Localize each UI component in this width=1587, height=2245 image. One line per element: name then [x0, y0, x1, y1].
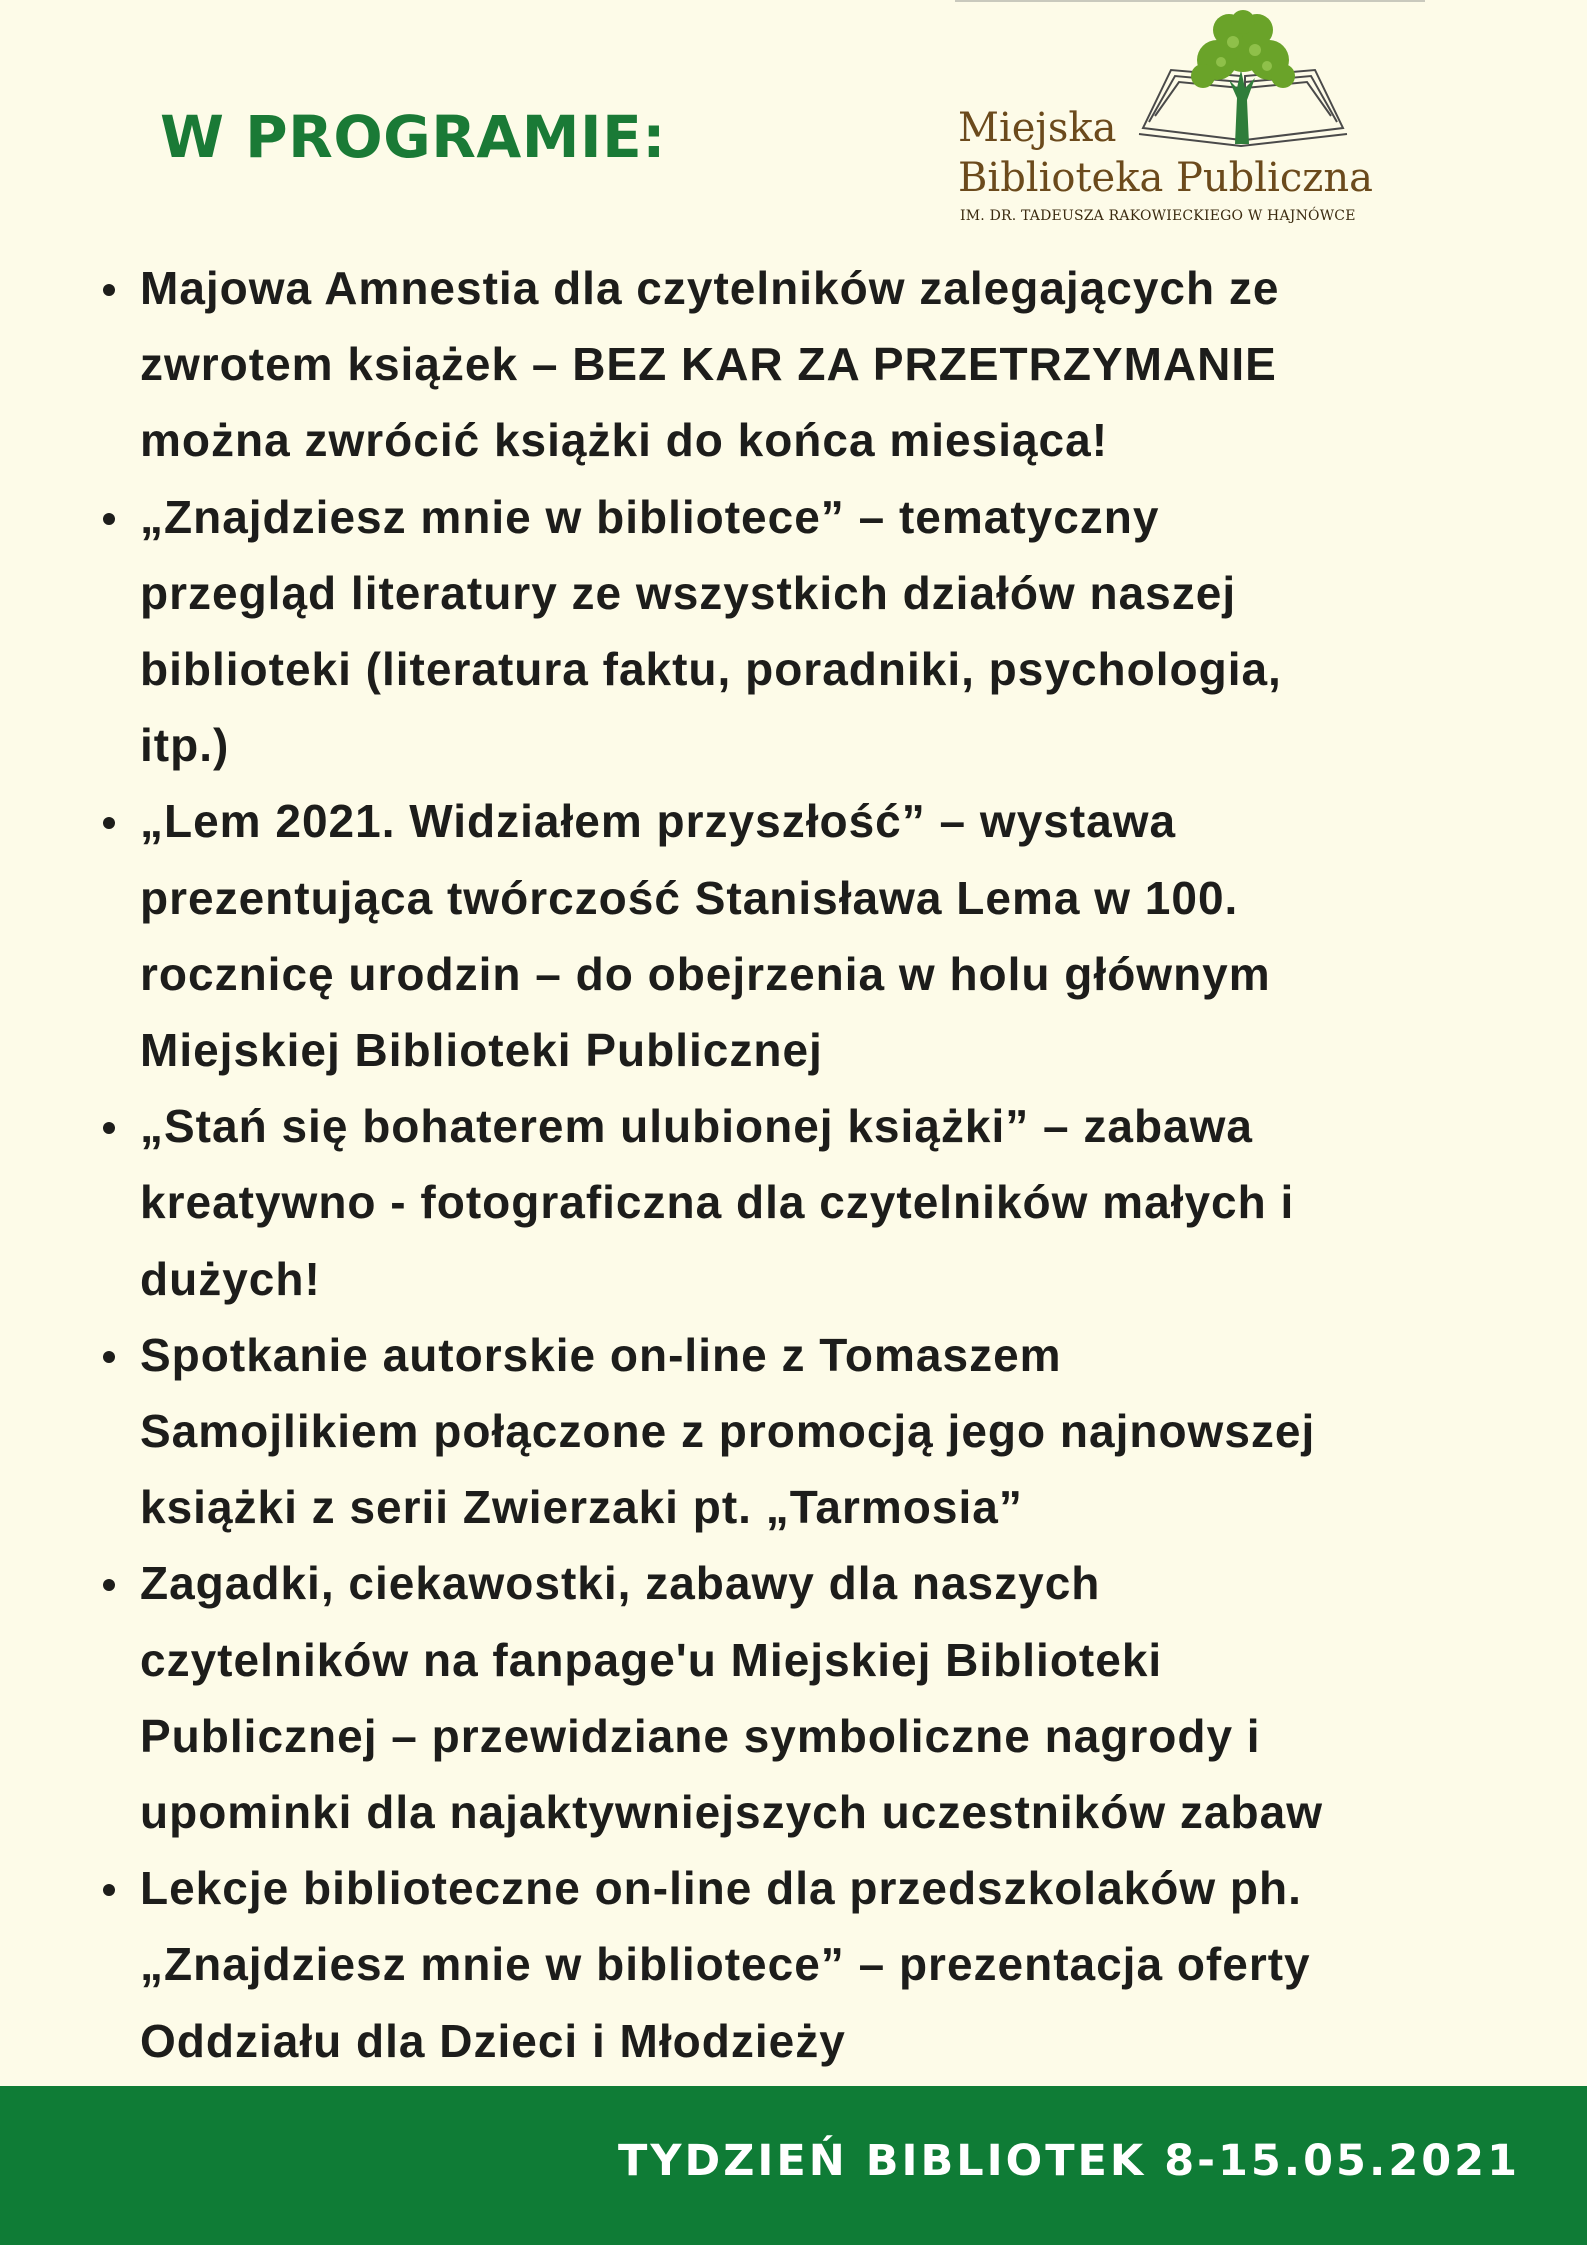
programme-item-fanpage-games: Zagadki, ciekawostki, zabawy dla naszych czytelników na fanpage'u Miejskiej Biblioteki Publicznej – przewidziane symboliczne nagrody i upominki dla najaktywniejszych uczestników zabaw	[140, 1545, 1510, 1850]
tree-on-open-book-icon	[1133, 10, 1353, 150]
footer-event-title: TYDZIEŃ BIBLIOTEK 8-15.05.2021	[618, 2136, 1520, 2186]
logo-name-line-2: Biblioteka Publiczna	[958, 155, 1373, 201]
programme-item-lem-exhibition: „Lem 2021. Widziałem przyszłość” – wystawa prezentująca twórczość Stanisława Lema w 100. rocznicę urodzin – do obejrzenia w holu głównym Miejskiej Biblioteki Publicznej	[140, 783, 1510, 1088]
library-logo	[955, 0, 1425, 235]
programme-list	[140, 250, 1510, 2079]
programme-item-book-hero-game: „Stań się bohaterem ulubionej książki” – zabawa kreatywno - fotograficzna dla czytelników małych i dużych!	[140, 1088, 1510, 1317]
footer-band	[0, 2086, 1587, 2245]
logo-top-divider	[955, 0, 1425, 2]
programme-item-library-lessons: Lekcje biblioteczne on-line dla przedszkolaków ph. „Znajdziesz mnie w bibliotece” – prezentacja oferty Oddziału dla Dzieci i Młodzieży	[140, 1850, 1510, 2079]
programme-item-literature-review: „Znajdziesz mnie w bibliotece” – tematyczny przegląd literatury ze wszystkich działów naszej biblioteki (literatura faktu, poradniki, psychologia, itp.)	[140, 479, 1510, 784]
page-heading: W PROGRAMIE:	[160, 103, 666, 171]
logo-subtitle: IM. DR. TADEUSZA RAKOWIECKIEGO W HAJNÓWCE	[960, 208, 1356, 224]
programme-item-author-meeting: Spotkanie autorskie on-line z Tomaszem Samojlikiem połączone z promocją jego najnowszej książki z serii Zwierzaki pt. „Tarmosia”	[140, 1317, 1510, 1546]
logo-name-line-1: Miejska	[958, 105, 1117, 151]
programme-item-amnesty: Majowa Amnestia dla czytelników zalegających ze zwrotem książek – BEZ KAR ZA PRZETRZYMANIE można zwrócić książki do końca miesiąca!	[140, 250, 1510, 479]
